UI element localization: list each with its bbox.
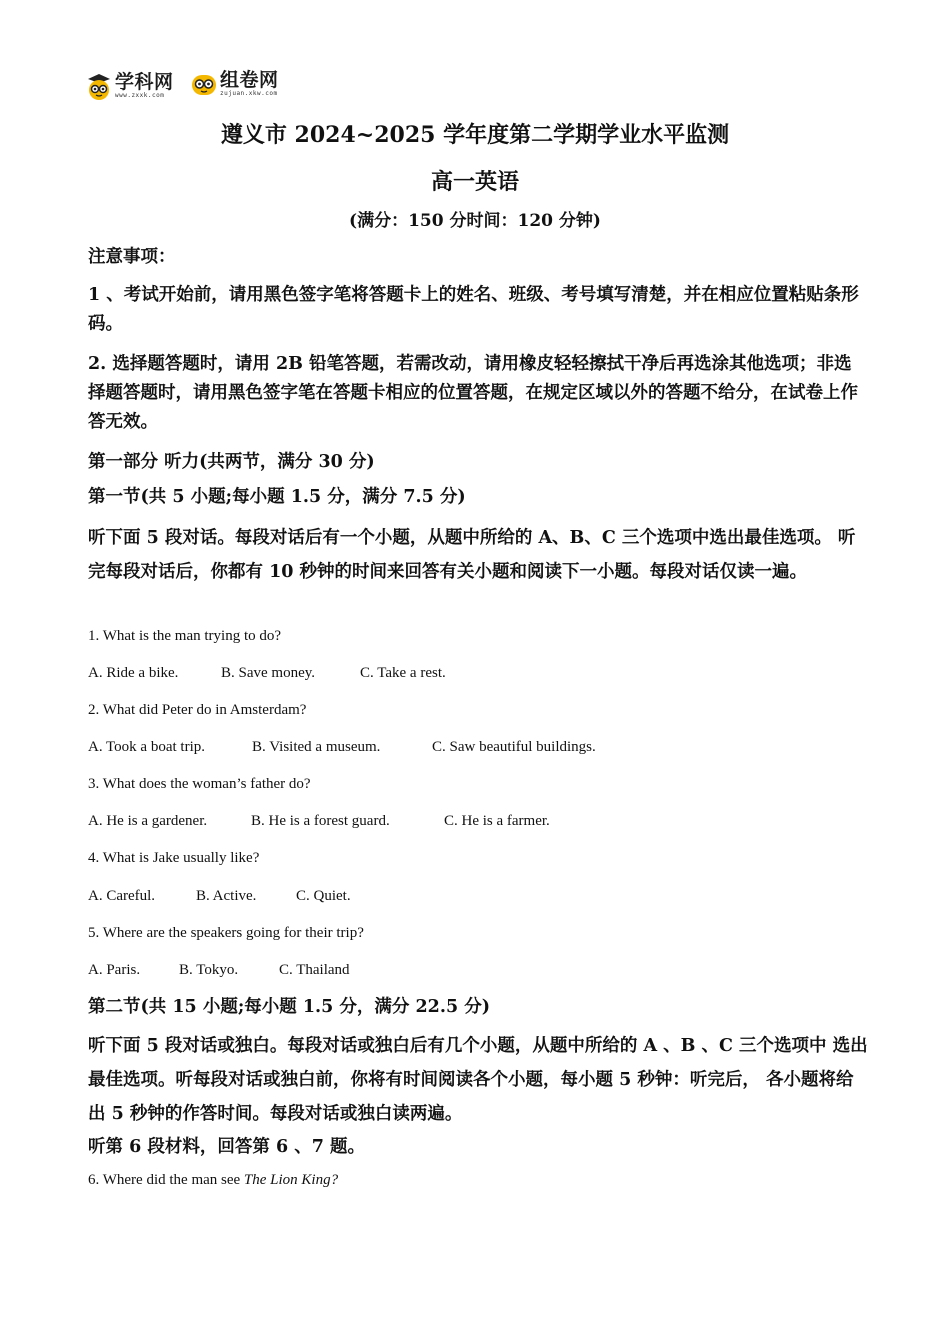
- option-c: C. Take a rest.: [360, 665, 446, 681]
- option-a: A. He is a gardener.: [88, 813, 208, 829]
- question-options: [88, 886, 351, 906]
- question-stem: 3. What does the woman’s father do?: [88, 776, 311, 792]
- option-b: B. Tokyo.: [179, 962, 239, 978]
- question-options: [88, 960, 350, 980]
- question-stem: 4. What is Jake usually like?: [88, 850, 260, 866]
- option-a: A. Paris.: [88, 962, 141, 978]
- material-6-heading: 听第 6 段材料，回答第 6 、7 题。: [88, 1137, 365, 1157]
- notice-heading: 注意事项：: [88, 247, 176, 267]
- exam-title: 遵义市 2024~2025 学年度第二学期学业水平监测: [220, 122, 730, 148]
- question-stem: 1. What is the man trying to do?: [88, 628, 282, 644]
- option-c: C. Saw beautiful buildings.: [432, 739, 596, 755]
- option-a: A. Ride a bike.: [88, 665, 179, 681]
- owl-icon: [191, 71, 217, 97]
- section1-instructions: 听下面 5 段对话。每段对话后有一个小题，从题中所给的 A、B、C 三个选项中选出最佳选项。 听完每段对话后，你都有 10 秒钟的时间来回答有关小题和阅读下一小题。每段对话仅读一遍。: [88, 528, 856, 582]
- xuekewang-name: 学科网: [115, 71, 174, 93]
- option-b: B. Save money.: [221, 665, 316, 681]
- zujuanwang-logo: [191, 70, 279, 97]
- zujuanwang-name: 组卷网: [220, 69, 279, 91]
- option-c: C. Quiet.: [296, 888, 351, 904]
- option-b: B. He is a forest guard.: [251, 813, 390, 829]
- question-stem: 2. What did Peter do in Amsterdam?: [88, 702, 307, 718]
- owl-icon: [86, 73, 112, 99]
- option-b: B. Active.: [196, 888, 257, 904]
- part1-heading: 第一部分 听力(共两节，满分 30 分): [88, 452, 375, 472]
- option-b: B. Visited a museum.: [252, 739, 381, 755]
- subject-title: 高一英语: [430, 169, 519, 195]
- question-options: [88, 737, 596, 757]
- question-stem: 5. Where are the speakers going for their trip?: [88, 925, 364, 941]
- notice-item-2: 2. 选择题答题时，请用 2B 铅笔答题，若需改动，请用橡皮轻轻擦拭干净后再选涂其他选项；非选择题答题时，请用黑色签字笔在答题卡相应的位置答题，在规定区域以外的答题不给分，在试卷上作答无效。: [88, 354, 858, 432]
- xuekewang-url: www.zxxk.com: [115, 92, 165, 99]
- question-options: [88, 663, 446, 683]
- option-c: C. He is a farmer.: [444, 813, 550, 829]
- question-options: [88, 811, 550, 831]
- section2-instructions: 听下面 5 段对话或独白。每段对话或独白后有几个小题，从题中所给的 A 、B 、C 三个选项中 选出最佳选项。听每段对话或独白前，你将有时间阅读各个小题，每小题 5 秒钟：听完后， 各小题将给出 5 秒钟的作答时间。每段对话或独白读两遍。: [88, 1036, 868, 1124]
- question-6-text: 6. Where did the man see: [88, 1172, 244, 1188]
- xuekewang-logo: [86, 72, 174, 99]
- option-c: C. Thailand: [279, 962, 350, 978]
- zujuanwang-url: zujuan.xkw.com: [220, 90, 278, 97]
- question-6-title: The Lion King?: [243, 1172, 339, 1188]
- option-a: A. Took a boat trip.: [88, 739, 205, 755]
- notice-item-1: 1 、考试开始前，请用黑色签字笔将答题卡上的姓名、班级、考号填写清楚，并在相应位置粘贴条形码。: [88, 285, 859, 334]
- section1-heading: 第一节(共 5 小题;每小题 1.5 分，满分 7.5 分): [88, 487, 466, 507]
- question-stem: [88, 1170, 338, 1190]
- option-a: A. Careful.: [88, 888, 156, 904]
- score-time: (满分：150 分时间：120 分钟): [349, 211, 601, 231]
- section2-heading: 第二节(共 15 小题;每小题 1.5 分，满分 22.5 分): [88, 997, 490, 1017]
